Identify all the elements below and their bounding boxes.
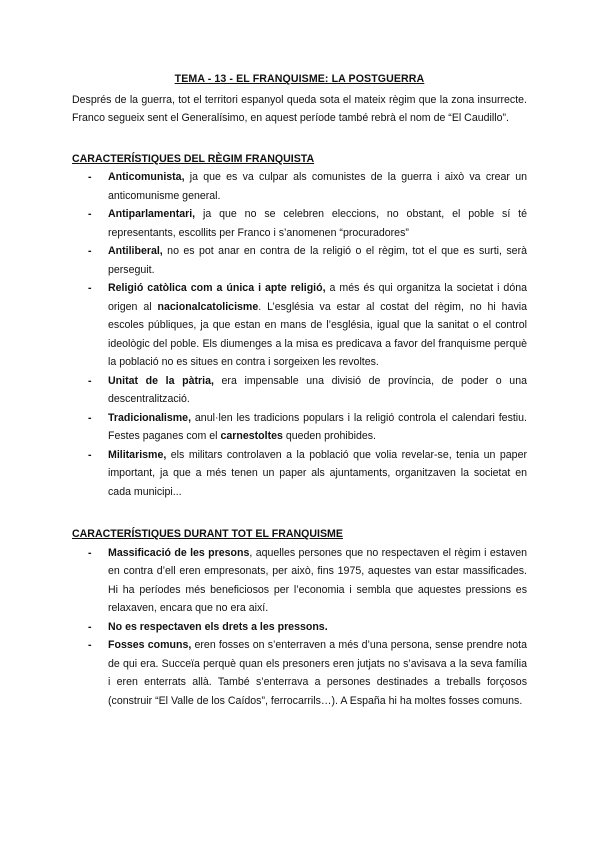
bullet-dash: - <box>88 639 92 651</box>
list-item <box>72 409 527 446</box>
spacer <box>72 501 527 525</box>
list-item <box>72 544 527 618</box>
bold-term: Antiparlamentari, <box>108 208 196 220</box>
list-item-text <box>108 621 328 633</box>
document-title: TEMA - 13 - EL FRANQUISME: LA POSTGUERRA <box>174 73 425 85</box>
section-heading-regim: CARACTERÍSTIQUES DEL RÈGIM FRANQUISTA <box>72 152 315 165</box>
bold-term: carnestoltes <box>220 430 283 442</box>
bold-term: Tradicionalisme, <box>108 411 192 424</box>
bold-term: Antiliberal, <box>108 245 163 257</box>
list-item <box>72 279 527 372</box>
list-item-text <box>108 208 527 239</box>
bold-term: nacionalcatolicisme <box>157 300 259 313</box>
item-description: era impensable una divisió de província, de poder o una descentralització. <box>108 374 527 405</box>
list-item-text <box>108 412 527 443</box>
item-description: eren fosses on s’enterraven a més d’una persona, sense prendre nota de qui era. Succeïa perquè quan els presoners eren jutjats no s’avisava a la seva família i eren enterrats allà. També s’enterrava a persones destinades a treballs forçosos (construir “El Valle de los Caídos”, ferrocarrils…). A España hi ha moltes fosses comuns. <box>108 639 528 707</box>
bold-term: Unitat de la pàtria, <box>108 374 214 387</box>
bullet-dash: - <box>88 171 92 183</box>
item-description: . L’església va estar al costat del règim, no hi havia escoles públiques, ja que estan en mans de l’església, igual que la sanitat o el control ideològic del poble. Els diumenges a la misa es predicava a favor del franquisme perquè la població no es situes en contra i sorgeixen les revoltes. <box>108 300 527 368</box>
item-description: queden prohibides. <box>282 430 376 442</box>
bullet-dash: - <box>88 245 92 257</box>
list-item-text <box>108 547 527 615</box>
spacer <box>72 128 527 150</box>
section-heading-franquisme: CARACTERÍSTIQUES DURANT TOT EL FRANQUISME <box>72 528 343 540</box>
document-page <box>72 70 527 710</box>
bold-term: Anticomunista, <box>108 171 185 183</box>
bold-term: Religió catòlica com a única i apte religió, <box>108 282 326 294</box>
item-description: anul·len les tradicions populars i la religió controla el calendari festiu. Festes paganes com el <box>108 411 527 442</box>
item-description: els militars controlaven a la població que volia revelar-se, tenia un paper important, ja que a més tenen un paper als ajuntaments, organitzaven la societat en cada municipi... <box>108 448 527 498</box>
bullet-dash: - <box>88 448 92 461</box>
list-item <box>72 372 527 409</box>
list-item-text <box>108 449 527 498</box>
list-item-text <box>108 282 527 368</box>
bullet-dash: - <box>88 620 92 633</box>
characteristics-list-regim <box>72 168 527 501</box>
bullet-dash: - <box>88 546 92 559</box>
bold-term: No es respectaven els drets a les pressons. <box>108 620 328 633</box>
bullet-dash: - <box>88 411 92 424</box>
intro-paragraph: Després de la guerra, tot el territori espanyol queda sota el mateix règim que la zona insurrecte. Franco segueix sent el Generalísimo, en aquest període també rebrà el nom de “El Caudillo”. <box>72 93 527 124</box>
item-description: no es pot anar en contra de la religió o el règim, tot el que es surti, serà perseguit. <box>108 245 527 276</box>
list-item-text <box>108 171 527 202</box>
list-item <box>72 168 527 205</box>
list-item-text <box>108 245 527 276</box>
item-description: ja que es va culpar als comunistes de la guerra i això va crear un anticomunisme general. <box>108 171 527 202</box>
list-item-text <box>108 639 527 707</box>
bold-term: Massificació de les presons <box>108 546 250 559</box>
characteristics-list-franquisme <box>72 544 527 711</box>
item-description: ja que no se celebren eleccions, no obstant, el poble sí té representants, escollits per Franco i s’anomenen “procuradores” <box>108 208 527 239</box>
list-item <box>72 205 527 242</box>
list-item-text <box>108 375 527 406</box>
bold-term: Fosses comuns, <box>108 639 192 651</box>
bullet-dash: - <box>88 208 92 220</box>
bold-term: Militarisme, <box>108 448 167 461</box>
list-item <box>72 446 527 502</box>
list-item <box>72 242 527 279</box>
item-description: , aquelles persones que no respectaven el règim i estaven en contra d’ell eren empresonats, per això, fins 1975, aquestes van estar massificades. Hi ha períodes més beneficiosos per l’economia i sembla que aquestes pressions es relaxaven, encara que no era així. <box>108 546 527 614</box>
list-item <box>72 618 527 637</box>
bullet-dash: - <box>88 374 92 387</box>
bullet-dash: - <box>88 282 92 294</box>
item-description: a més és qui organitza la societat i dóna origen al <box>108 282 527 313</box>
list-item <box>72 636 527 710</box>
